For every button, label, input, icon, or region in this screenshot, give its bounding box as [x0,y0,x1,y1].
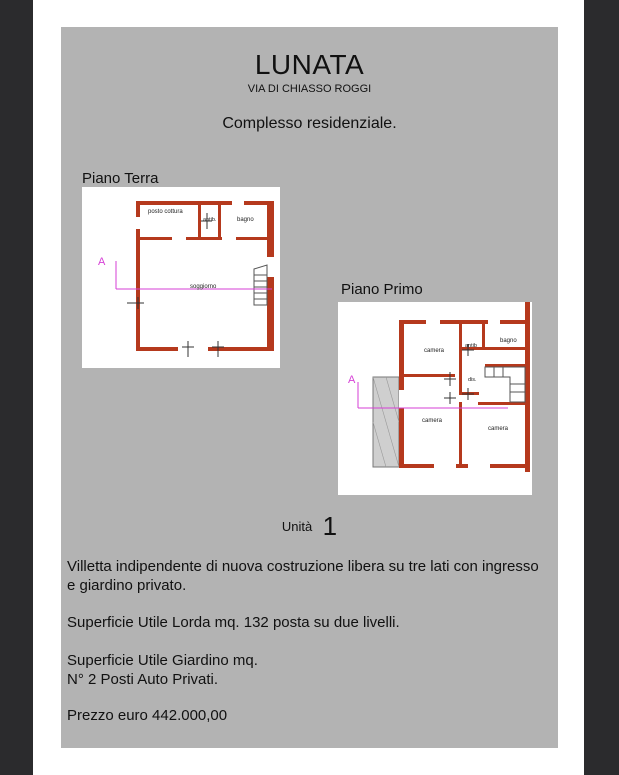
surface-text: Superficie Utile Lorda mq. 132 posta su due livelli. [67,614,400,631]
room-label-antib: antib [465,343,477,349]
first-balcony [373,377,399,467]
ground-openings [136,201,274,351]
description-text: Villetta indipendente di nuova costruzione libera su tre lati con ingresso e giardino privato. [67,558,539,594]
address-subtitle: VIA DI CHIASSO ROGGI [247,83,372,95]
first-floor-label: Piano Primo [341,281,423,298]
unit-label: Unità [281,519,313,534]
price-text: Prezzo euro 442.000,00 [67,707,228,724]
parking-text: N° 2 Posti Auto Privati. [67,671,219,688]
complex-label: Complesso residenziale. [222,115,397,132]
brochure-panel [61,27,558,748]
document-page [33,0,584,775]
room-label-camera-3: camera [488,426,509,432]
room-label-living: soggiorno [190,284,217,290]
room-label-kitchen: posto cottura [148,209,183,215]
ground-floor-drawing [82,187,280,368]
ground-section-mark: A [98,256,106,268]
garden-text: Superficie Utile Giardino mq. [67,652,258,669]
unit-number: 1 [322,511,338,541]
room-label-dis: dis. [468,377,477,383]
room-label-bath: bagno [237,217,254,223]
room-label-bath: bagno [500,338,517,344]
first-floor-plan [338,302,532,495]
unit-row [61,511,558,542]
ground-staircase [254,265,267,305]
first-floor-drawing [338,302,532,495]
ground-walls [136,201,274,351]
room-label-camera-2: camera [422,418,443,424]
ground-floor-plan [82,187,280,368]
first-section-mark: A [348,374,356,386]
room-label-antib: antib. [203,217,217,223]
page-title: LUNATA [254,49,365,80]
first-staircase [485,367,525,402]
room-label-camera-1: camera [424,348,445,354]
ground-floor-label: Piano Terra [82,170,159,187]
